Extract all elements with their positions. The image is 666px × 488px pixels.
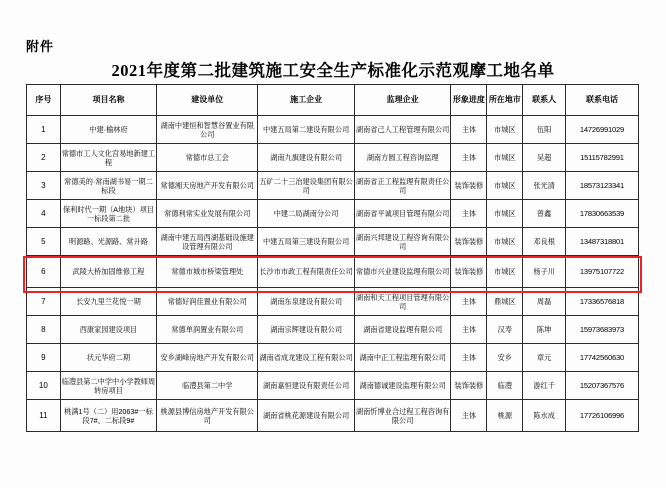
cell-city: 市城区 (487, 228, 523, 256)
cell-supervisor: 湖南德诚建设监理有限公司 (354, 372, 451, 400)
cell-progress: 主体 (451, 400, 487, 432)
cell-progress: 主体 (451, 116, 487, 144)
cell-supervisor: 湖南省平诚项目管理有限公司 (354, 200, 451, 228)
project-list-table (26, 84, 639, 432)
cell-construction-unit: 常德湘天房地产开发有限公司 (157, 172, 258, 200)
cell-progress: 主体 (451, 288, 487, 316)
cell-supervisor: 湖南兴邦建设工程咨询有限公司 (354, 228, 451, 256)
cell-construction-unit: 安乡湖峰房地产开发有限公司 (157, 344, 258, 372)
cell-city: 鼎城区 (487, 288, 523, 316)
cell-index: 5 (27, 228, 61, 256)
header-construction-unit: 建设单位 (157, 85, 258, 116)
cell-index: 3 (27, 172, 61, 200)
cell-progress: 主体 (451, 200, 487, 228)
cell-constructor: 五矿二十三冶建设集团有限公司 (258, 172, 355, 200)
cell-project-name: 明源路、光源路、常升路 (60, 228, 157, 256)
cell-index: 2 (27, 144, 61, 172)
table-row (27, 372, 639, 400)
cell-index: 4 (27, 200, 61, 228)
header-index: 序号 (27, 85, 61, 116)
header-progress: 形象进度 (451, 85, 487, 116)
header-phone: 联系电话 (565, 85, 638, 116)
cell-constructor: 湖南宗辉建设有限公司 (258, 316, 355, 344)
cell-supervisor: 湖南和天工程项目管理有限公司 (354, 288, 451, 316)
cell-supervisor: 湖南中正工程监理有限公司 (354, 344, 451, 372)
cell-construction-unit: 湖南中建恒和智慧谷置业有限公司 (157, 116, 258, 144)
cell-contact: 陈坤 (523, 316, 566, 344)
cell-construction-unit: 临澧县第二中学 (157, 372, 258, 400)
cell-constructor: 中建五局第三建设有限公司 (258, 228, 355, 256)
cell-supervisor: 湖南省己人工程管理有限公司 (354, 116, 451, 144)
cell-phone: 15115782991 (565, 144, 638, 172)
header-contact: 联系人 (523, 85, 566, 116)
table-row (27, 344, 639, 372)
table-row (27, 200, 639, 228)
cell-progress: 装饰装修 (451, 372, 487, 400)
cell-supervisor: 湖南方圆工程咨询监理 (354, 144, 451, 172)
table-row (27, 256, 639, 288)
cell-index: 9 (27, 344, 61, 372)
cell-project-name: 状元华府二期 (60, 344, 157, 372)
cell-project-name: 保利时代一期（A地块）项目一标段第二批 (60, 200, 157, 228)
cell-constructor: 长沙市市政工程有限责任公司 (258, 256, 355, 288)
cell-city: 桃源 (487, 400, 523, 432)
cell-constructor: 中建二局湖南分公司 (258, 200, 355, 228)
cell-index: 1 (27, 116, 61, 144)
table-row (27, 116, 639, 144)
cell-index: 6 (27, 256, 61, 288)
cell-city: 市城区 (487, 116, 523, 144)
table-header-row (27, 85, 639, 116)
cell-city: 市城区 (487, 200, 523, 228)
cell-project-name: 中建·榆林府 (60, 116, 157, 144)
cell-constructor: 湖南省成龙建设工程有限公司 (258, 344, 355, 372)
cell-contact: 张光清 (523, 172, 566, 200)
cell-phone: 17742560630 (565, 344, 638, 372)
page-title: 2021年度第二批建筑施工安全生产标准化示范观摩工地名单 (111, 61, 555, 80)
header-project-name: 项目名称 (60, 85, 157, 116)
cell-construction-unit: 常德市城市桥梁管理处 (157, 256, 258, 288)
cell-contact: 吴超 (523, 144, 566, 172)
cell-index: 11 (27, 400, 61, 432)
cell-project-name: 武陵大桥加固维修工程 (60, 256, 157, 288)
cell-index: 10 (27, 372, 61, 400)
cell-construction-unit: 常德好润佳置业有限公司 (157, 288, 258, 316)
cell-phone: 15207367576 (565, 372, 638, 400)
table-row (27, 144, 639, 172)
cell-constructor: 中建五局第二建设有限公司 (258, 116, 355, 144)
table-row (27, 228, 639, 256)
cell-city: 市城区 (487, 256, 523, 288)
header-supervisor: 监理企业 (354, 85, 451, 116)
cell-progress: 装饰装修 (451, 228, 487, 256)
header-constructor: 施工企业 (258, 85, 355, 116)
table-row (27, 172, 639, 200)
cell-project-name: 长安九里兰花悦一期 (60, 288, 157, 316)
cell-city: 临澧 (487, 372, 523, 400)
cell-construction-unit: 常德利常实业发展有限公司 (157, 200, 258, 228)
cell-index: 7 (27, 288, 61, 316)
cell-city: 市城区 (487, 172, 523, 200)
cell-construction-unit: 常德市总工会 (157, 144, 258, 172)
cell-supervisor: 湖南省建设监理有限公司 (354, 316, 451, 344)
cell-construction-unit: 桃源县博信房地产开发有限公司 (157, 400, 258, 432)
cell-contact: 曾鑫 (523, 200, 566, 228)
cell-phone: 17336576818 (565, 288, 638, 316)
cell-constructor: 湖南九旗建设有限公司 (258, 144, 355, 172)
cell-phone: 13975107722 (565, 256, 638, 288)
cell-phone: 15973683973 (565, 316, 638, 344)
cell-supervisor: 湖南忻博业合过程工程咨询有限公司 (354, 400, 451, 432)
cell-project-name: 常德市工人文化宫易地新建工程 (60, 144, 157, 172)
cell-project-name: 临澧县第二中学中小学教师周转房项目 (60, 372, 157, 400)
header-city: 所在地市 (487, 85, 523, 116)
cell-constructor: 湖南东泉建设有限公司 (258, 288, 355, 316)
cell-phone: 17726106996 (565, 400, 638, 432)
cell-project-name: 桃满1号（二）用2063#一标段7#、二标段9# (60, 400, 157, 432)
cell-phone: 17830663539 (565, 200, 638, 228)
cell-progress: 主体 (451, 344, 487, 372)
cell-contact: 陈水成 (523, 400, 566, 432)
table-row (27, 400, 639, 432)
cell-city: 市城区 (487, 144, 523, 172)
cell-contact: 游红千 (523, 372, 566, 400)
cell-city: 安乡 (487, 344, 523, 372)
table-row (27, 316, 639, 344)
cell-phone: 18573123341 (565, 172, 638, 200)
cell-progress: 装饰装修 (451, 172, 487, 200)
cell-constructor: 湖南嘉恒建设有限责任公司 (258, 372, 355, 400)
table-row (27, 288, 639, 316)
cell-city: 汉寿 (487, 316, 523, 344)
cell-progress: 主体 (451, 316, 487, 344)
cell-phone: 14726991029 (565, 116, 638, 144)
cell-construction-unit: 常德单润置业有限公司 (157, 316, 258, 344)
attachment-label: 附件 (26, 39, 55, 54)
cell-contact: 伍阳 (523, 116, 566, 144)
cell-contact: 杨子川 (523, 256, 566, 288)
cell-supervisor: 常德市兴业建设监理有限公司 (354, 256, 451, 288)
cell-construction-unit: 湖南中建五局西湖基础设施建设管理有限公司 (157, 228, 258, 256)
cell-progress: 主体 (451, 144, 487, 172)
cell-contact: 章元 (523, 344, 566, 372)
cell-phone: 13487318801 (565, 228, 638, 256)
cell-constructor: 湖南省桃花源建设有限公司 (258, 400, 355, 432)
cell-supervisor: 湖南省正工程监理有限责任公司 (354, 172, 451, 200)
cell-project-name: 常德美的·常南湖书易一期二标段 (60, 172, 157, 200)
cell-contact: 邓良根 (523, 228, 566, 256)
cell-progress: 装饰装修 (451, 256, 487, 288)
cell-contact: 周磊 (523, 288, 566, 316)
cell-index: 8 (27, 316, 61, 344)
cell-project-name: 西康家园建设项目 (60, 316, 157, 344)
